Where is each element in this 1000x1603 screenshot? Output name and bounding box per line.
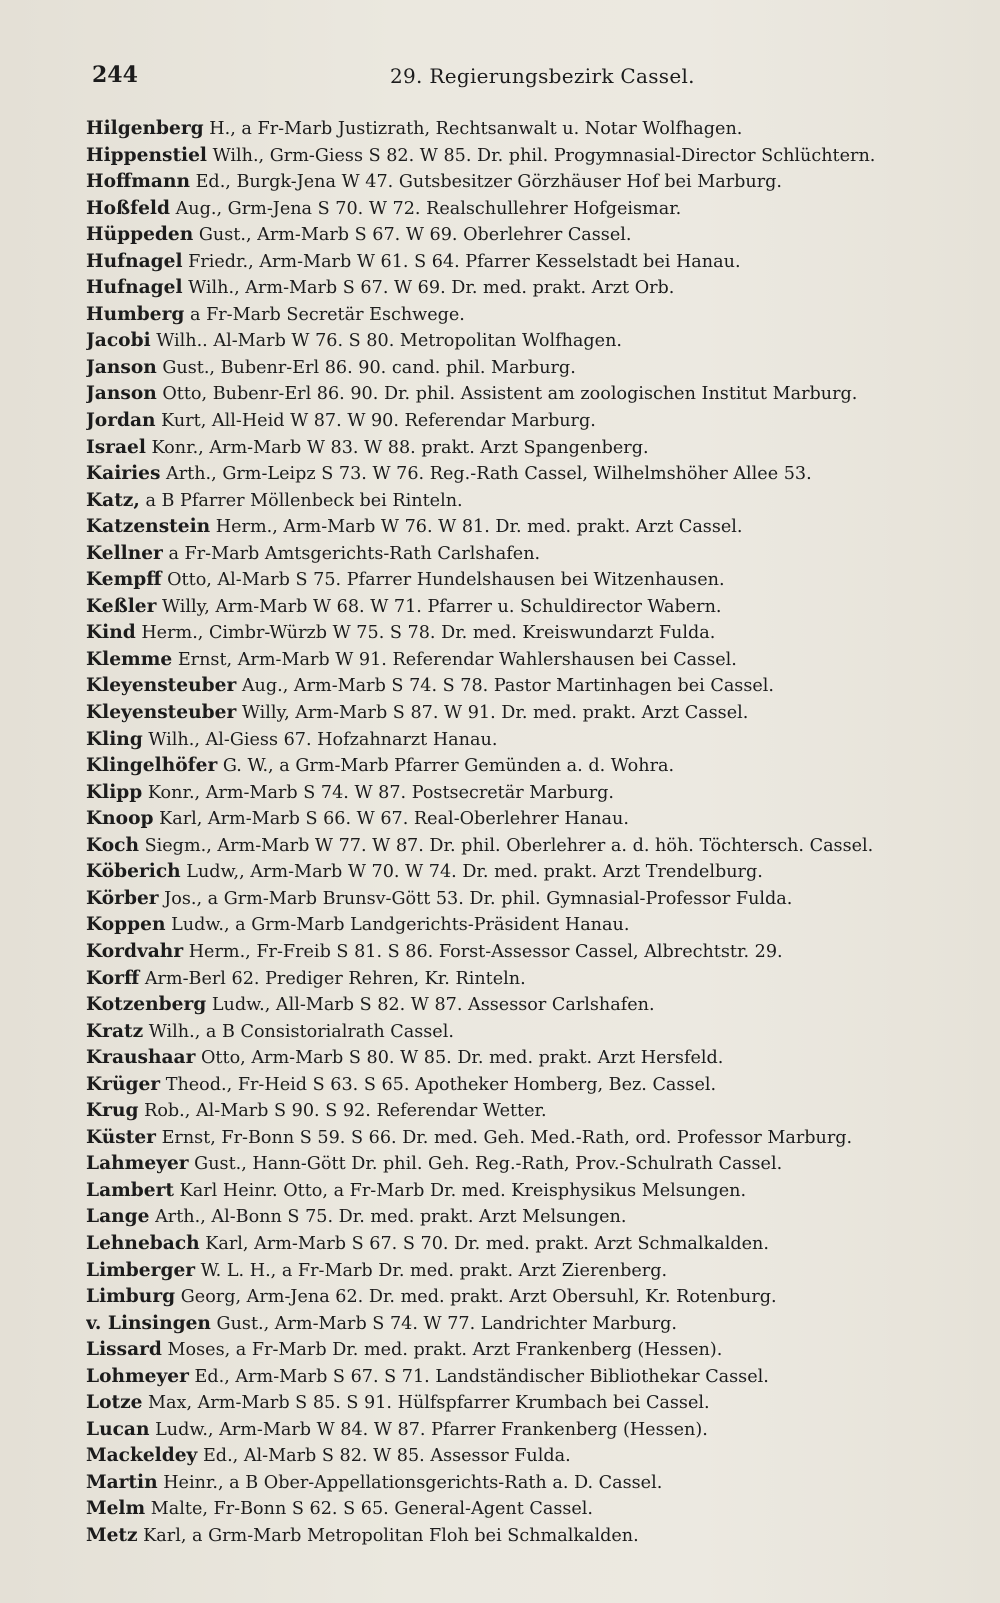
entry-surname: Kordvahr [86,940,184,962]
directory-entry [86,355,966,382]
entry-details: Wilh., a B Consistorialrath Cassel. [148,1021,454,1042]
page-header [90,62,950,92]
entry-surname: Hufnagel [86,277,183,299]
entry-details: Gust., Bubenr-Erl 86. 90. cand. phil. Marburg. [162,357,576,378]
entry-details: Herm., Arm-Marb W 76. W 81. Dr. med. prakt. Arzt Cassel. [215,517,743,538]
directory-entry [86,1284,966,1311]
entry-details: Max, Arm-Marb S 85. S 91. Hülfspfarrer Krumbach bei Cassel. [148,1393,710,1414]
entry-details: Karl, Arm-Marb S 67. S 70. Dr. med. prakt. Arzt Schmalkalden. [205,1233,769,1254]
entry-surname: Kraushaar [86,1047,196,1069]
entry-details: H., a Fr-Marb Justizrath, Rechtsanwalt u. Notar Wolfhagen. [209,119,743,139]
entry-details: Jos., a Grm-Marb Brunsv-Gött 53. Dr. phil. Gymnasial-Professor Fulda. [164,888,793,909]
directory-entry [86,1337,966,1364]
entry-details: Rob., Al-Marb S 90. S 92. Referendar Wetter. [144,1101,547,1122]
entry-details: Moses, a Fr-Marb Dr. med. prakt. Arzt Frankenberg (Hessen). [167,1340,723,1361]
entry-surname: Knoop [86,808,154,830]
directory-entry [86,196,966,223]
entry-details: Gust., Hann-Gött Dr. phil. Geh. Reg.-Rath, Prov.-Schulrath Cassel. [194,1154,783,1175]
entry-surname: Krüger [86,1073,161,1095]
directory-entries [86,116,966,1550]
entry-details: Wilh., Al-Giess 67. Hofzahnarzt Hanau. [148,729,498,750]
entry-surname: Lahmeyer [86,1153,189,1175]
directory-entry [86,1045,966,1072]
entry-surname: Koch [86,834,139,856]
entry-details: Ludw., a Grm-Marb Landgerichts-Präsident Hanau. [171,915,630,936]
entry-surname: Lange [86,1206,150,1228]
directory-entry [86,567,966,594]
entry-details: Georg, Arm-Jena 62. Dr. med. prakt. Arzt Obersuhl, Kr. Rotenburg. [180,1287,777,1308]
entry-surname: Kleyensteuber [86,702,237,724]
directory-entry [86,249,966,276]
entry-surname: Janson [86,383,157,405]
entry-surname: Kairies [86,463,161,485]
directory-entry [86,461,966,488]
entry-details: Friedr., Arm-Marb W 61. S 64. Pfarrer Kesselstadt bei Hanau. [188,251,741,272]
entry-surname: Klipp [86,781,143,803]
directory-entry [86,939,966,966]
entry-details: Karl Heinr. Otto, a Fr-Marb Dr. med. Kreisphysikus Melsungen. [179,1180,747,1201]
entry-details: Karl, Arm-Marb S 66. W 67. Real-Oberlehrer Hanau. [159,809,629,830]
entry-surname: Limberger [86,1259,196,1281]
entry-surname: Korff [86,967,140,989]
entry-details: W. L. H., a Fr-Marb Dr. med. prakt. Arzt Zierenberg. [200,1260,668,1281]
entry-details: Karl, a Grm-Marb Metropolitan Floh bei Schmalkalden. [143,1525,639,1546]
entry-surname: Katz, [86,489,140,511]
directory-entry [86,886,966,913]
entry-details: Wilh., Arm-Marb S 67. W 69. Dr. med. prakt. Arzt Orb. [188,278,675,299]
directory-entry [86,275,966,302]
directory-entry [86,1470,966,1497]
directory-entry [86,222,966,249]
directory-entry [86,1019,966,1046]
entry-details: Otto, Bubenr-Erl 86. 90. Dr. phil. Assistent am zoologischen Institut Marburg. [162,384,858,405]
entry-surname: Lotze [86,1392,143,1414]
entry-surname: Katzenstein [86,516,211,538]
entry-surname: Janson [86,356,157,378]
entry-surname: Keßler [86,595,157,617]
entry-surname: Mackeldey [86,1445,198,1467]
directory-entry [86,780,966,807]
entry-details: Ludw,, Arm-Marb W 70. W 74. Dr. med. prakt. Arzt Trendelburg. [186,862,763,883]
entry-surname: Kleyensteuber [86,675,237,697]
directory-entry [86,833,966,860]
directory-entry [86,328,966,355]
entry-surname: Küster [86,1126,156,1148]
directory-entry [86,1496,966,1523]
entry-details: Arth., Al-Bonn S 75. Dr. med. prakt. Arzt Melsungen. [155,1207,627,1228]
directory-entry [86,541,966,568]
entry-details: Willy, Arm-Marb S 87. W 91. Dr. med. prakt. Arzt Cassel. [241,703,749,724]
entry-surname: Lehnebach [86,1232,200,1254]
directory-entry [86,1151,966,1178]
directory-entry [86,435,966,462]
directory-entry [86,143,966,170]
entry-surname: Melm [86,1498,146,1520]
entry-surname: Martin [86,1471,158,1493]
entry-surname: Krug [86,1100,139,1122]
directory-entry [86,753,966,780]
directory-entry [86,700,966,727]
directory-entry [86,1523,966,1550]
directory-entry [86,169,966,196]
entry-details: Malte, Fr-Bonn S 62. S 65. General-Agent Cassel. [150,1499,594,1520]
directory-entry [86,673,966,700]
directory-entry [86,1231,966,1258]
directory-entry [86,1072,966,1099]
entry-details: Ludw., All-Marb S 82. W 87. Assessor Carlshafen. [211,995,655,1016]
directory-entry [86,488,966,515]
directory-entry [86,1258,966,1285]
entry-details: Arm-Berl 62. Prediger Rehren, Kr. Rinteln. [144,968,526,989]
entry-details: Wilh.. Al-Marb W 76. S 80. Metropolitan Wolfhagen. [156,331,623,352]
directory-entry [86,727,966,754]
entry-details: Herm., Cimbr-Würzb W 75. S 78. Dr. med. Kreiswundarzt Fulda. [141,623,716,644]
entry-details: Ed., Burgk-Jena W 47. Gutsbesitzer Görzhäuser Hof bei Marburg. [195,172,783,193]
directory-entry [86,966,966,993]
entry-surname: Limburg [86,1286,176,1308]
directory-entry [86,514,966,541]
directory-entry [86,116,966,143]
entry-surname: Klemme [86,648,173,670]
directory-entry [86,1364,966,1391]
entry-surname: Kellner [86,542,163,564]
entry-details: Theod., Fr-Heid S 63. S 65. Apotheker Homberg, Bez. Cassel. [165,1074,717,1095]
entry-surname: Hüppeden [86,224,194,246]
entry-details: Aug., Arm-Marb S 74. S 78. Pastor Martinhagen bei Cassel. [241,676,774,697]
entry-surname: Hippenstiel [86,144,207,166]
entry-details: Konr., Arm-Marb W 83. W 88. prakt. Arzt Spangenberg. [151,437,649,458]
entry-details: Kurt, All-Heid W 87. W 90. Referendar Marburg. [161,411,596,432]
directory-entry [86,620,966,647]
directory-entry [86,806,966,833]
directory-entry [86,1098,966,1125]
entry-details: Ed., Arm-Marb S 67. S 71. Landständischer Bibliothekar Cassel. [194,1366,769,1387]
entry-details: Arth., Grm-Leipz S 73. W 76. Reg.-Rath Cassel, Wilhelmshöher Allee 53. [166,464,812,485]
entry-surname: Köberich [86,861,181,883]
entry-details: Ernst, Arm-Marb W 91. Referendar Wahlershausen bei Cassel. [177,649,737,670]
entry-surname: Hoßfeld [86,197,170,219]
directory-entry [86,381,966,408]
directory-entry [86,912,966,939]
entry-details: Wilh., Grm-Giess S 82. W 85. Dr. phil. Progymnasial-Director Schlüchtern. [212,145,876,166]
entry-surname: Hoffmann [86,171,190,193]
entry-surname: Körber [86,887,159,909]
entry-surname: Jordan [86,410,156,432]
entry-surname: Kempff [86,569,162,591]
entry-surname: Lissard [86,1339,162,1361]
running-title: 29. Regierungsbezirk Cassel. [390,64,695,88]
entry-details: Ernst, Fr-Bonn S 59. S 66. Dr. med. Geh. Med.-Rath, ord. Professor Marburg. [161,1127,853,1148]
entry-details: Konr., Arm-Marb S 74. W 87. Postsecretär Marburg. [147,782,614,803]
entry-surname: Lucan [86,1418,150,1440]
entry-surname: Jacobi [86,330,151,352]
entry-surname: Kotzenberg [86,994,207,1016]
entry-surname: Kratz [86,1020,144,1042]
directory-entry [86,1204,966,1231]
entry-details: Heinr., a B Ober-Appellationsgerichts-Rath a. D. Cassel. [163,1472,663,1493]
entry-details: Otto, Arm-Marb S 80. W 85. Dr. med. prakt. Arzt Hersfeld. [201,1048,724,1069]
entry-details: a Fr-Marb Secretär Eschwege. [189,304,465,325]
entry-details: Gust., Arm-Marb S 67. W 69. Oberlehrer Cassel. [198,225,632,246]
entry-details: Otto, Al-Marb S 75. Pfarrer Hundelshausen bei Witzenhausen. [167,570,725,591]
entry-details: Gust., Arm-Marb S 74. W 77. Landrichter Marburg. [216,1313,678,1334]
directory-entry [86,408,966,435]
entry-surname: Lambert [86,1179,175,1201]
directory-entry [86,1417,966,1444]
entry-details: Herm., Fr-Freib S 81. S 86. Forst-Assessor Cassel, Albrechtstr. 29. [188,941,783,962]
directory-entry [86,647,966,674]
entry-details: Ludw., Arm-Marb W 84. W 87. Pfarrer Frankenberg (Hessen). [155,1419,708,1440]
directory-entry [86,594,966,621]
entry-surname: Metz [86,1524,138,1546]
directory-entry [86,992,966,1019]
entry-surname: Kling [86,728,143,750]
directory-entry [86,1390,966,1417]
entry-surname: Klingelhöfer [86,755,218,777]
directory-entry [86,1311,966,1338]
directory-entry [86,859,966,886]
entry-details: a B Pfarrer Möllenbeck bei Rinteln. [145,490,463,511]
entry-details: Aug., Grm-Jena S 70. W 72. Realschullehrer Hofgeismar. [175,198,682,219]
entry-details: Willy, Arm-Marb W 68. W 71. Pfarrer u. Schuldirector Wabern. [162,596,722,617]
directory-entry [86,1178,966,1205]
entry-surname: Kind [86,622,136,644]
entry-surname: Hilgenberg [86,118,204,139]
entry-surname: v. Linsingen [86,1312,211,1334]
entry-details: Siegm., Arm-Marb W 77. W 87. Dr. phil. Oberlehrer a. d. höh. Töchtersch. Cassel. [144,835,874,856]
directory-entry [86,302,966,329]
entry-surname: Lohmeyer [86,1365,189,1387]
entry-details: a Fr-Marb Amtsgerichts-Rath Carlshafen. [168,543,541,564]
entry-details: Ed., Al-Marb S 82. W 85. Assessor Fulda. [202,1446,571,1467]
entry-details: G. W., a Grm-Marb Pfarrer Gemünden a. d. Wohra. [222,756,675,777]
entry-surname: Humberg [86,303,185,325]
entry-surname: Israel [86,436,146,458]
entry-surname: Koppen [86,914,166,936]
directory-entry [86,1125,966,1152]
directory-entry [86,1443,966,1470]
page-number: 244 [92,62,138,88]
entry-surname: Hufnagel [86,250,183,272]
